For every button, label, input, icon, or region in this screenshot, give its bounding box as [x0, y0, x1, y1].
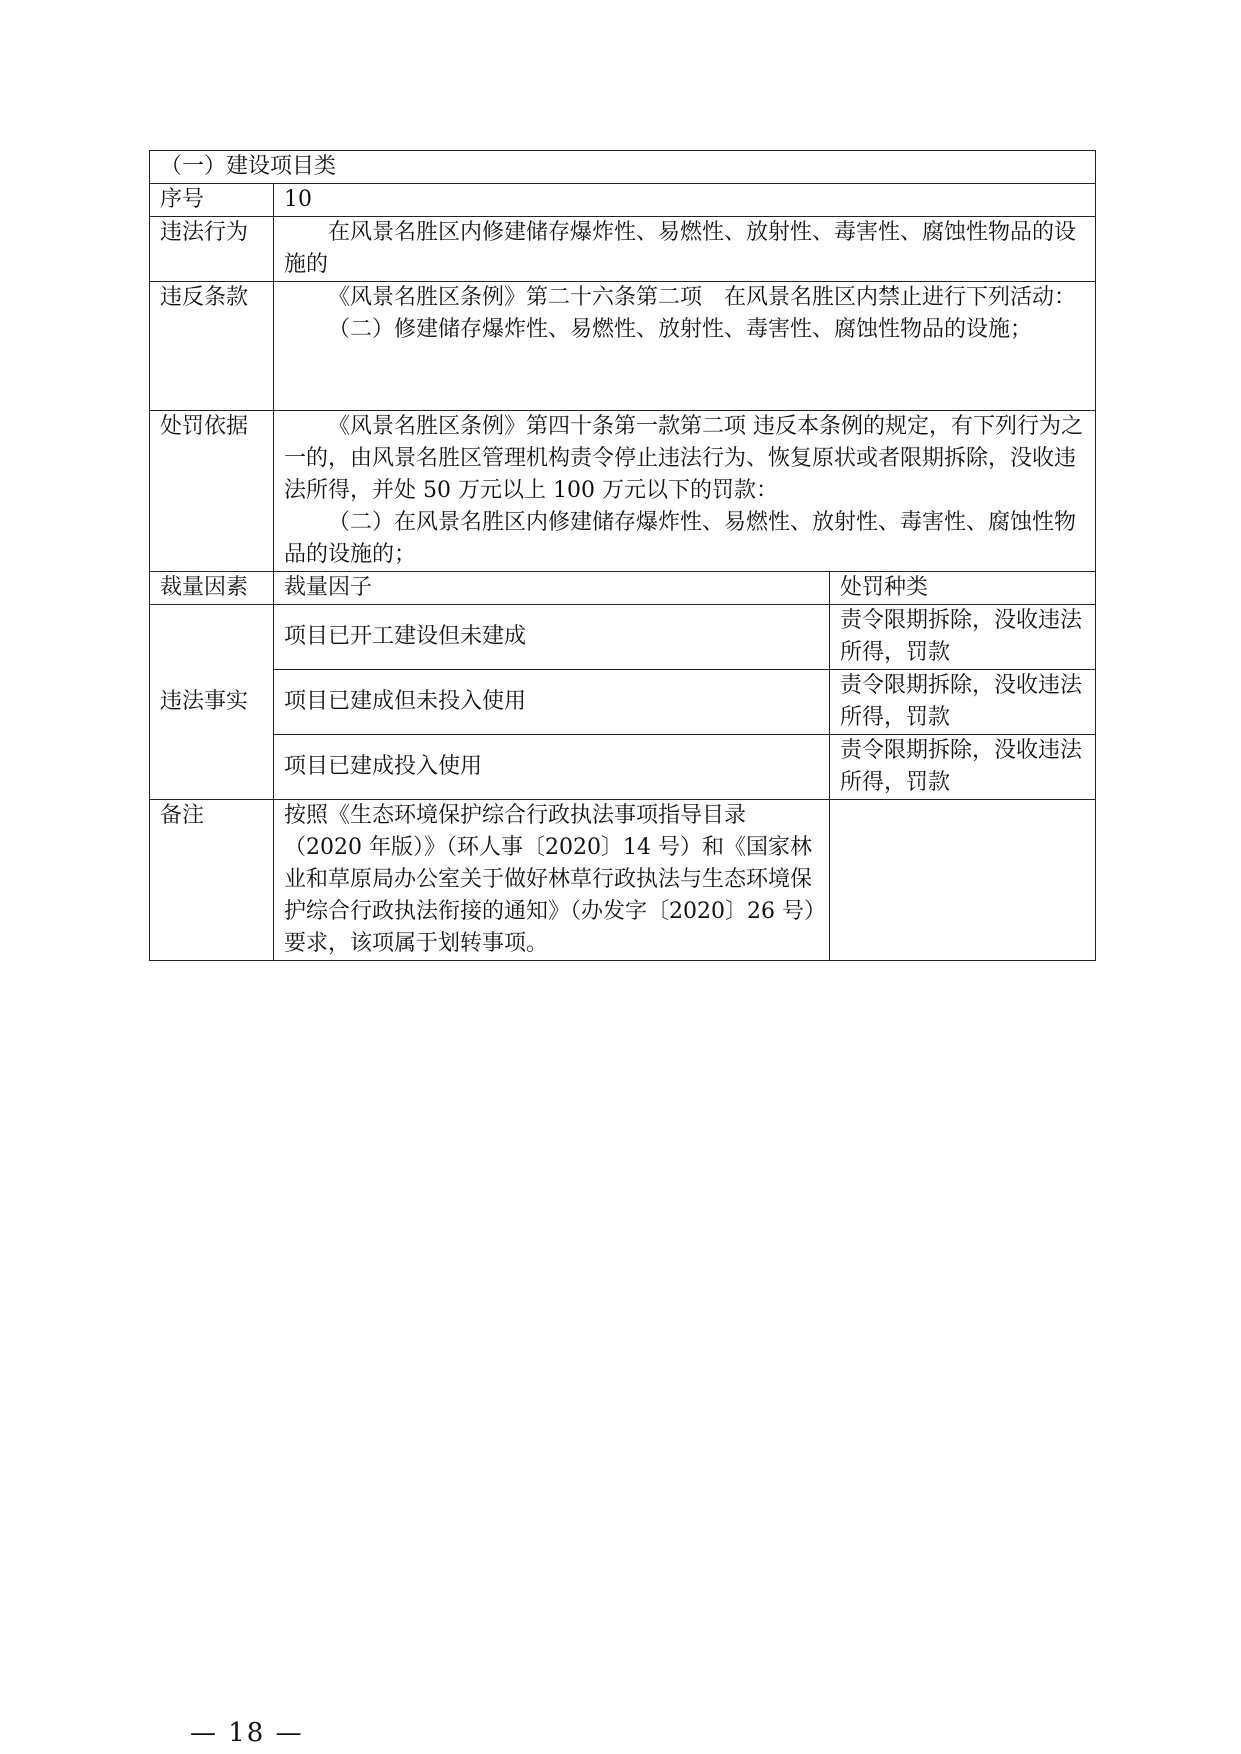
page-number: — 18 —	[190, 1718, 304, 1748]
remarks-extra	[830, 800, 1096, 961]
remarks-row	[150, 800, 1096, 961]
serial-label: 序号	[150, 184, 274, 217]
violation-row	[150, 217, 1096, 282]
serial-value: 10	[274, 184, 1096, 217]
penalty-discretion-table	[149, 150, 1096, 961]
violation-cell	[274, 217, 1096, 282]
penalty-basis-cell	[274, 411, 1096, 572]
violation-text: 在风景名胜区内修建储存爆炸性、易燃性、放射性、毒害性、腐蚀性物品的设施的	[284, 220, 1077, 277]
discretion-header-row	[150, 572, 1096, 605]
violated-clause-row	[150, 282, 1096, 411]
discretion-label: 裁量因素	[150, 572, 274, 605]
fact-penalty: 责令限期拆除，没收违法所得，罚款	[830, 670, 1096, 735]
discretion-factor-header: 裁量因子	[274, 572, 830, 605]
fact-penalty: 责令限期拆除，没收违法所得，罚款	[830, 605, 1096, 670]
remarks-label: 备注	[150, 800, 274, 961]
fact-factor: 项目已建成但未投入使用	[274, 670, 830, 735]
fact-factor: 项目已建成投入使用	[274, 735, 830, 800]
violation-label: 违法行为	[150, 217, 274, 282]
fact-penalty: 责令限期拆除，没收违法所得，罚款	[830, 735, 1096, 800]
facts-label: 违法事实	[150, 605, 274, 800]
remarks-text: 按照《生态环境保护综合行政执法事项指导目录（2020 年版）》（环人事〔2020〕14 号）和《国家林业和草原局办公室关于做好林草行政执法与生态环境保护综合行政执法衔接的通知》（办发字〔2020〕26 号）要求，该项属于划转事项。	[274, 800, 830, 961]
penalty-basis-text-2: （二）在风景名胜区内修建储存爆炸性、易燃性、放射性、毒害性、腐蚀性物品的设施的；	[284, 510, 1077, 567]
fact-factor: 项目已开工建设但未建成	[274, 605, 830, 670]
fact-row	[150, 735, 1096, 800]
violated-clause-cell	[274, 282, 1096, 411]
section-title: （一）建设项目类	[150, 151, 1096, 184]
penalty-basis-label: 处罚依据	[150, 411, 274, 572]
violated-clause-label: 违反条款	[150, 282, 274, 411]
fact-row	[150, 605, 1096, 670]
fact-row	[150, 670, 1096, 735]
section-title-row	[150, 151, 1096, 184]
serial-row	[150, 184, 1096, 217]
penalty-type-header: 处罚种类	[830, 572, 1096, 605]
penalty-basis-row	[150, 411, 1096, 572]
violated-clause-text-2: （二）修建储存爆炸性、易燃性、放射性、毒害性、腐蚀性物品的设施；	[328, 317, 1033, 342]
violated-clause-text-1: 《风景名胜区条例》第二十六条第二项 在风景名胜区内禁止进行下列活动：	[328, 285, 1077, 310]
penalty-basis-text-1: 《风景名胜区条例》第四十条第一款第二项 违反本条例的规定，有下列行为之一的，由风景名胜区管理机构责令停止违法行为、恢复原状或者限期拆除，没收违法所得，并处 50 万元以上 100 万元以下的罚款：	[284, 414, 1083, 503]
